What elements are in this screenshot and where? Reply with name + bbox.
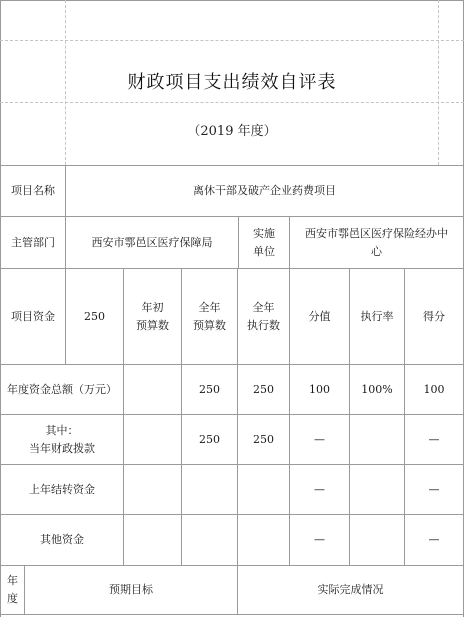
col-header-annual-execution: 全年 执行数 (247, 300, 280, 332)
header-guide-line (0, 40, 464, 41)
expected-goals-label: 预期目标 (109, 583, 153, 596)
col-header-score-value: 分值 (308, 309, 331, 323)
header-guide-line (0, 102, 464, 103)
table-cell: 100% (361, 382, 393, 396)
project-name-value: 离休干部及破产企业药费项目 (193, 184, 336, 197)
border-top (0, 0, 464, 1)
border-bottom (0, 614, 464, 615)
table-row-label: 年度资金总额（万元） (7, 382, 117, 396)
table-cell: — (314, 432, 325, 446)
table-cell: — (314, 533, 325, 546)
col-header-score: 得分 (423, 309, 445, 323)
table-cell (124, 365, 181, 414)
col-header-execution-rate: 执行率 (360, 309, 394, 323)
page-title: 财政项目支出绩效自评表 (127, 72, 337, 93)
table-cell: 250 (253, 382, 274, 396)
project-funds-label: 项目资金 (11, 309, 55, 323)
table-cell (124, 515, 181, 565)
table-row-label: 其中： 当年财政拨款 (29, 423, 95, 455)
table-cell (350, 415, 404, 464)
table-cell (238, 465, 289, 514)
project-name-label: 项目名称 (11, 184, 55, 197)
table-cell (182, 465, 237, 514)
actual-completion-label: 实际完成情况 (317, 583, 384, 596)
table-cell: 250 (199, 432, 220, 446)
table-cell (350, 515, 404, 565)
implementing-unit-value: 西安市鄠邑区医疗保险经办中 心 (305, 226, 448, 258)
implementing-unit-label: 实施 单位 (253, 226, 275, 258)
table-cell: — (428, 432, 440, 446)
table-row-label: 上年结转资金 (29, 482, 95, 496)
table-cell (182, 515, 237, 565)
table-cell (350, 465, 404, 514)
table-cell: 250 (253, 432, 274, 446)
annual-label: 年 度 (7, 574, 18, 605)
table-row-label: 其他资金 (40, 533, 84, 546)
table-cell: — (428, 533, 440, 546)
table-cell (124, 465, 181, 514)
table-cell: — (428, 482, 440, 496)
table-cell: 100 (423, 382, 445, 396)
col-header-initial-budget: 年初 预算数 (136, 300, 169, 332)
table-cell: — (314, 482, 325, 496)
table-cell: 250 (199, 382, 220, 396)
table-cell: 100 (309, 382, 330, 396)
report-year: （2019 年度） (187, 124, 277, 139)
col-header-annual-budget: 全年 预算数 (193, 300, 226, 332)
department-value: 西安市鄠邑区医疗保障局 (91, 235, 213, 249)
table-cell (124, 415, 181, 464)
department-label: 主管部门 (11, 235, 55, 249)
project-funds-amount: 250 (84, 309, 105, 323)
table-cell (238, 515, 289, 565)
